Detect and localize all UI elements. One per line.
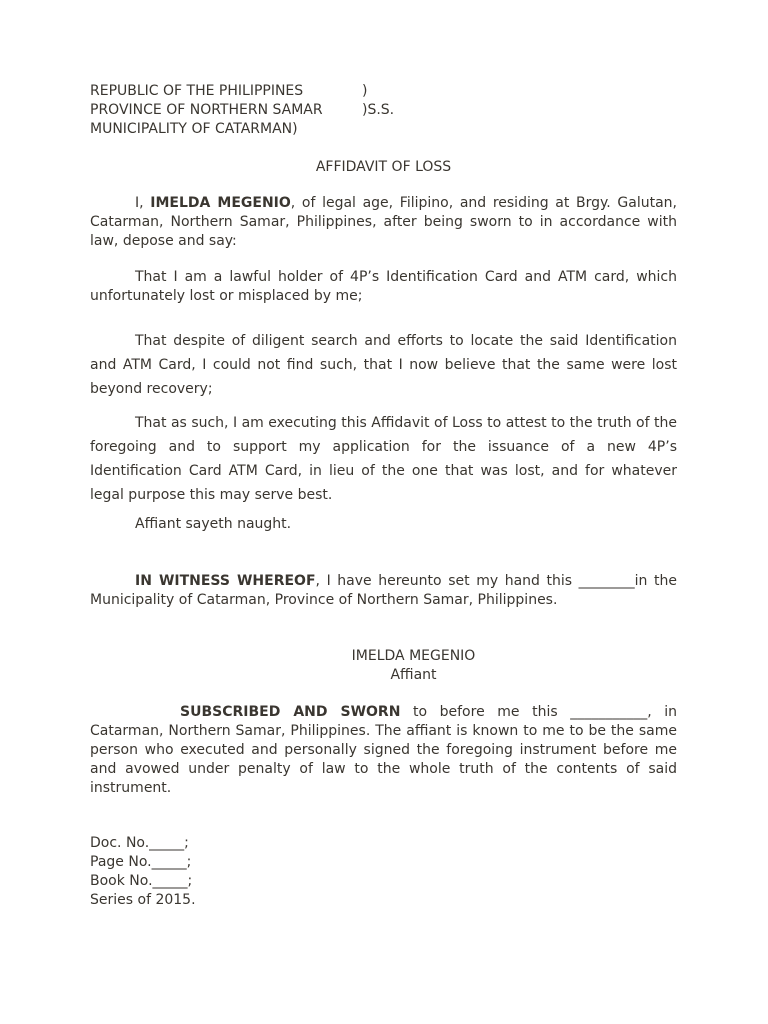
intro-rest: , of legal age, Filipino, and residing at Brgy. Galutan, Catarman, Northern Samar, Philippines, after being sworn to in accordance with law, depose and say: — [90, 195, 677, 249]
caption-paren-3: ) — [292, 121, 298, 137]
jurat-heading: SUBSCRIBED AND SWORN — [180, 704, 401, 720]
paragraph-holder: That I am a lawful holder of 4P’s Identification Card and ATM card, which unfortunately lost or misplaced by me; — [90, 269, 677, 304]
caption-province: PROVINCE OF NORTHERN SAMAR — [90, 102, 323, 118]
intro-prefix: I, — [135, 195, 151, 211]
notary-series: Series of 2015. — [90, 892, 196, 908]
caption-line-province — [90, 101, 677, 120]
notary-book-no: Book No._____; — [90, 873, 193, 889]
signature-role: Affiant — [390, 667, 437, 683]
notary-page-no: Page No._____; — [90, 854, 192, 870]
paragraph-executing: That as such, I am executing this Affidavit of Loss to attest to the truth of the foregoing and to support my application for the issuance of a new 4P’s Identification Card ATM Card, in lieu of the one that was lost, and for whatever legal purpose this may serve best. — [90, 415, 677, 503]
jurat-paragraph — [90, 703, 677, 798]
notary-block — [90, 834, 677, 910]
witness-heading: IN WITNESS WHEREOF — [135, 573, 316, 589]
paragraph-search: That despite of diligent search and efforts to locate the said Identification and ATM Card, I could not find such, that I now believe that the same were lost beyond recovery; — [90, 333, 677, 397]
caption-municipality: MUNICIPALITY OF CATARMAN — [90, 121, 293, 137]
intro-paragraph — [90, 194, 677, 251]
caption-ss: )S.S. — [362, 102, 395, 118]
witness-paragraph — [90, 572, 677, 610]
affiant-name-inline: IMELDA MEGENIO — [150, 195, 291, 211]
signature-name: IMELDA MEGENIO — [351, 648, 476, 664]
caption-republic: REPUBLIC OF THE PHILIPPINES — [90, 83, 304, 99]
document-title: AFFIDAVIT OF LOSS — [315, 159, 452, 175]
notary-doc-no: Doc. No._____; — [90, 835, 189, 851]
jurat-rest: to before me this ___________, in Catarman, Northern Samar, Philippines. The affiant is known to me to be the same person who executed and personally signed the foregoing instrument before me and avowed under penalty of law to the whole truth of the contents of said instrument. — [90, 704, 677, 796]
caption-paren-1: ) — [362, 83, 368, 99]
paragraph-sayeth: Affiant sayeth naught. — [135, 516, 292, 532]
affidavit-document — [90, 82, 677, 910]
caption-line-municipality — [90, 120, 677, 139]
caption-line-republic — [90, 82, 677, 101]
witness-rest: , I have hereunto set my hand this ________in the Municipality of Catarman, Province of Northern Samar, Philippines. — [90, 573, 677, 608]
